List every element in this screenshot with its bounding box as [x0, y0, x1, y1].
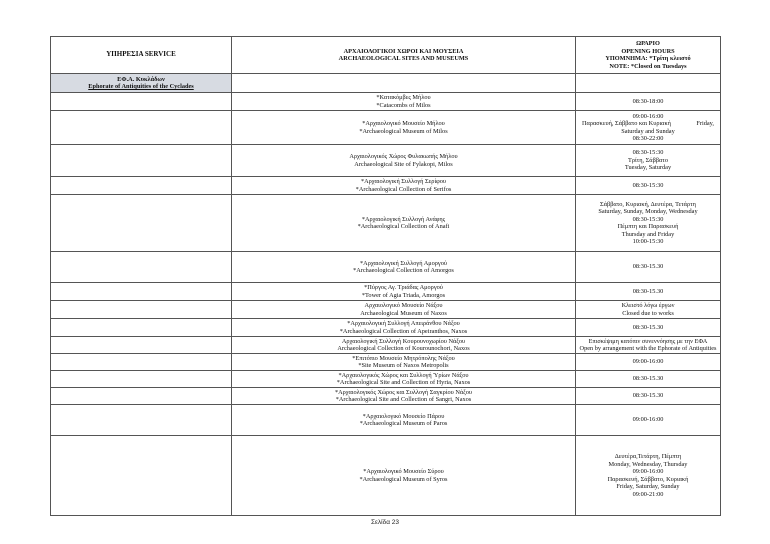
service-cell: [51, 111, 232, 145]
site-name-line: *Πύργος Αγ. Τριάδας Αμοργού: [364, 284, 443, 291]
hours-line: 08:30-15.30: [632, 287, 664, 295]
hours-cell: [576, 405, 721, 436]
site-name-line: *Κατακόμβες Μήλου: [376, 94, 431, 101]
sites-header-en: ARCHAEOLOGICAL SITES AND MUSEUMS: [338, 55, 469, 62]
hours-line: Closed due to works: [622, 309, 674, 317]
hours-line: Open by arrangement with the Ephorate of Antiquities: [579, 345, 717, 352]
site-name-line: Αρχαιολογική Συλλογή Κουρουνοχωρίου Νάξου: [341, 337, 466, 345]
site-name-line: *Αρχαιολογικός Χώρος και Συλλογή Ύρίων Νάξου: [338, 371, 469, 379]
note-gr: ΥΠΟΜΝΗΜΑ: *Τρίτη κλειστό: [605, 55, 691, 62]
site-name-line: Archaeological Collection of Kourounochori, Naxos: [337, 345, 470, 352]
hours-cell: [576, 388, 721, 405]
site-cell: [232, 252, 576, 283]
hours-cell: [576, 301, 721, 319]
site-name-line: *Archaeological Collection of Amorgos: [353, 267, 454, 274]
hours-line: Monday, Wednesday, Thursday: [608, 460, 688, 468]
site-name-line: *Επιτόπιο Μουσείο Μητρόπολης Νάξου: [352, 354, 455, 362]
sites-header-gr: ΑΡΧΑΙΟΛΟΓΙΚΟΙ ΧΩΡΟΙ ΚΑΙ ΜΟΥΣΕΙΑ: [343, 47, 464, 55]
table-row: [51, 301, 721, 319]
hours-line: 09:00-16:00: [632, 112, 664, 120]
hours-line: [578, 120, 718, 128]
hours-line: Πέμπτη και Παρασκευή: [617, 223, 679, 230]
hours-cell: [576, 354, 721, 371]
service-cell: [51, 388, 232, 405]
hours-cell: [576, 436, 721, 516]
site-name-line: *Archaeological Museum of Paros: [359, 420, 448, 427]
hours-cell: [576, 371, 721, 388]
table-row: [51, 371, 721, 388]
hours-line: 09:00-16:00: [632, 468, 664, 475]
hours-header-en: OPENING HOURS: [621, 47, 675, 55]
region-label: [51, 74, 232, 93]
hours-line: Saturday and Sunday: [621, 127, 675, 135]
site-name-line: *Archaeological Site and Collection of Hyria, Naxos: [336, 379, 471, 386]
region-name-gr: ΕΦ.Α. Κυκλάδων: [117, 76, 165, 83]
site-cell: [232, 371, 576, 388]
site-cell: [232, 388, 576, 405]
hours-line: 10:00-15:30: [632, 238, 664, 245]
site-cell: [232, 93, 576, 111]
site-cell: [232, 337, 576, 354]
hours-line: 08:30-15.30: [632, 323, 664, 331]
site-cell: [232, 145, 576, 177]
site-cell: [232, 195, 576, 252]
table-row: [51, 337, 721, 354]
service-cell: [51, 252, 232, 283]
site-name-line: *Αρχαιολογική Συλλογή Ανάφης: [361, 215, 446, 223]
site-name-line: *Tower of Agia Triada, Amorgos: [361, 291, 446, 299]
page-number: Σελίδα 23: [370, 519, 400, 526]
service-cell: [51, 93, 232, 111]
service-cell: [51, 177, 232, 195]
opening-hours-table: [50, 36, 721, 516]
site-name-line: *Site Museum of Naxos Metropolis: [358, 362, 449, 369]
table-header-row: [51, 37, 721, 74]
table-row: [51, 177, 721, 195]
site-name-line: Archaeological Museum of Naxos: [360, 309, 447, 317]
hours-line: 08:30-15:30: [632, 149, 664, 157]
site-name-line: *Αρχαιολογικό Μουσείο Πάρου: [362, 412, 445, 420]
site-name-line: *Archaeological Museum of Syros: [359, 475, 448, 483]
site-name-line: *Αρχαιολογική Συλλογή Αμοργού: [360, 259, 447, 267]
hours-line: Κλειστό λόγω έργων: [621, 302, 675, 309]
table-row: [51, 354, 721, 371]
site-cell: [232, 436, 576, 516]
region-empty-cell: [576, 74, 721, 93]
service-header-label: ΥΠΗΡΕΣΙΑ SERVICE: [106, 50, 176, 59]
table-row: [51, 405, 721, 436]
sites-header: [232, 37, 576, 74]
hours-line: Σάββατο, Κυριακή, Δευτέρα, Τετάρτη: [600, 200, 696, 208]
hours-line: 08:30-18:00: [632, 97, 664, 105]
service-cell: [51, 319, 232, 337]
table-row: [51, 195, 721, 252]
site-cell: [232, 301, 576, 319]
table-row: [51, 252, 721, 283]
table-row: [51, 388, 721, 405]
site-cell: [232, 405, 576, 436]
service-cell: [51, 301, 232, 319]
hours-line: 08:30-22:00: [632, 135, 664, 142]
hours-cell: [576, 111, 721, 145]
site-name-line: *Archaeological Museum of Milos: [359, 127, 448, 135]
service-cell: [51, 354, 232, 371]
service-cell: [51, 405, 232, 436]
hours-header: [576, 37, 721, 74]
note-en: NOTE: *Closed on Tuesdays: [609, 62, 687, 70]
site-name-line: *Catacombs of Milos: [376, 101, 431, 109]
site-cell: [232, 319, 576, 337]
region-empty-cell: [232, 74, 576, 93]
service-cell: [51, 436, 232, 516]
site-name-line: Archaeological Site of Fylakopi, Milos: [354, 160, 453, 168]
hours-line: Friday, Saturday, Sunday: [616, 483, 680, 490]
service-cell: [51, 337, 232, 354]
table-row: [51, 111, 721, 145]
hours-line: Tuesday, Saturday: [624, 164, 672, 172]
hours-cell: [576, 177, 721, 195]
hours-cell: [576, 252, 721, 283]
region-row: [51, 74, 721, 93]
hours-line-part: Friday,: [696, 120, 714, 127]
hours-line: Τρίτη, Σάββατο: [627, 156, 668, 164]
hours-line: 08:30-15.30: [632, 263, 664, 271]
site-name-line: Αρχαιολογικός Χώρος Φυλακωπής Μήλου: [349, 153, 458, 160]
hours-line: 08:30-15:30: [632, 215, 664, 223]
hours-line: Saturday, Sunday, Monday, Wednesday: [598, 208, 698, 215]
hours-cell: [576, 195, 721, 252]
service-cell: [51, 283, 232, 301]
table-row: [51, 319, 721, 337]
service-cell: [51, 145, 232, 177]
table-row: [51, 145, 721, 177]
table-row: [51, 283, 721, 301]
hours-cell: [576, 319, 721, 337]
hours-cell: [576, 145, 721, 177]
hours-line-part: Παρασκευή, Σάββατο και Κυριακή: [582, 120, 671, 127]
site-name-line: *Αρχαιολογικό Μουσείο Σύρου: [363, 468, 444, 475]
hours-line: 09:00-16:00: [632, 416, 664, 424]
site-name-line: *Αρχαιολογική Συλλογή Απειράνθου Νάξου: [347, 320, 460, 327]
region-name-en: Ephorate of Antiquities of the Cyclades: [88, 83, 194, 90]
hours-line: Thursday and Friday: [621, 230, 675, 238]
service-cell: [51, 371, 232, 388]
hours-line: 08:30-15.30: [632, 392, 664, 400]
site-name-line: *Archaeological Site and Collection of Sangri, Naxos: [335, 396, 472, 403]
site-name-line: *Αρχαιολογικό Μουσείο Μήλου: [362, 120, 445, 127]
table-row: [51, 93, 721, 111]
hours-line: Δευτέρα,Τετάρτη, Πέμπτη: [614, 453, 682, 460]
hours-cell: [576, 337, 721, 354]
site-name-line: *Archaeological Collection of Apeiranthos, Naxos: [339, 327, 468, 335]
hours-header-gr: ΩΡΑΡΙΟ: [636, 40, 660, 47]
service-header: [51, 37, 232, 74]
hours-line: Παρασκευή, Σάββατο, Κυριακή: [607, 475, 689, 483]
site-name-line: Αρχαιολογικό Μουσείο Νάξου: [364, 302, 443, 309]
hours-cell: [576, 283, 721, 301]
hours-line: Επισκέψιμη κατόπιν συνεννόησης με την ΕΦΑ: [588, 337, 708, 345]
hours-line: 08:30-15.30: [632, 375, 664, 383]
hours-line: 09:00-16:00: [632, 358, 664, 366]
site-cell: [232, 111, 576, 145]
hours-line: 08:30-15:30: [632, 181, 664, 189]
site-name-line: *Archaeological Collection of Anafi: [357, 223, 450, 230]
hours-cell: [576, 93, 721, 111]
site-cell: [232, 177, 576, 195]
table-row: [51, 436, 721, 516]
site-cell: [232, 354, 576, 371]
site-name-line: *Αρχαιολογικός Χώρος και Συλλογή Σαγκρίου Νάξου: [334, 388, 473, 396]
site-cell: [232, 283, 576, 301]
site-name-line: *Archaeological Collection of Serifos: [355, 185, 452, 193]
service-cell: [51, 195, 232, 252]
hours-line: 09:00-21:00: [632, 490, 664, 498]
site-name-line: *Αρχαιολογική Συλλογή Σερίφου: [360, 178, 447, 185]
